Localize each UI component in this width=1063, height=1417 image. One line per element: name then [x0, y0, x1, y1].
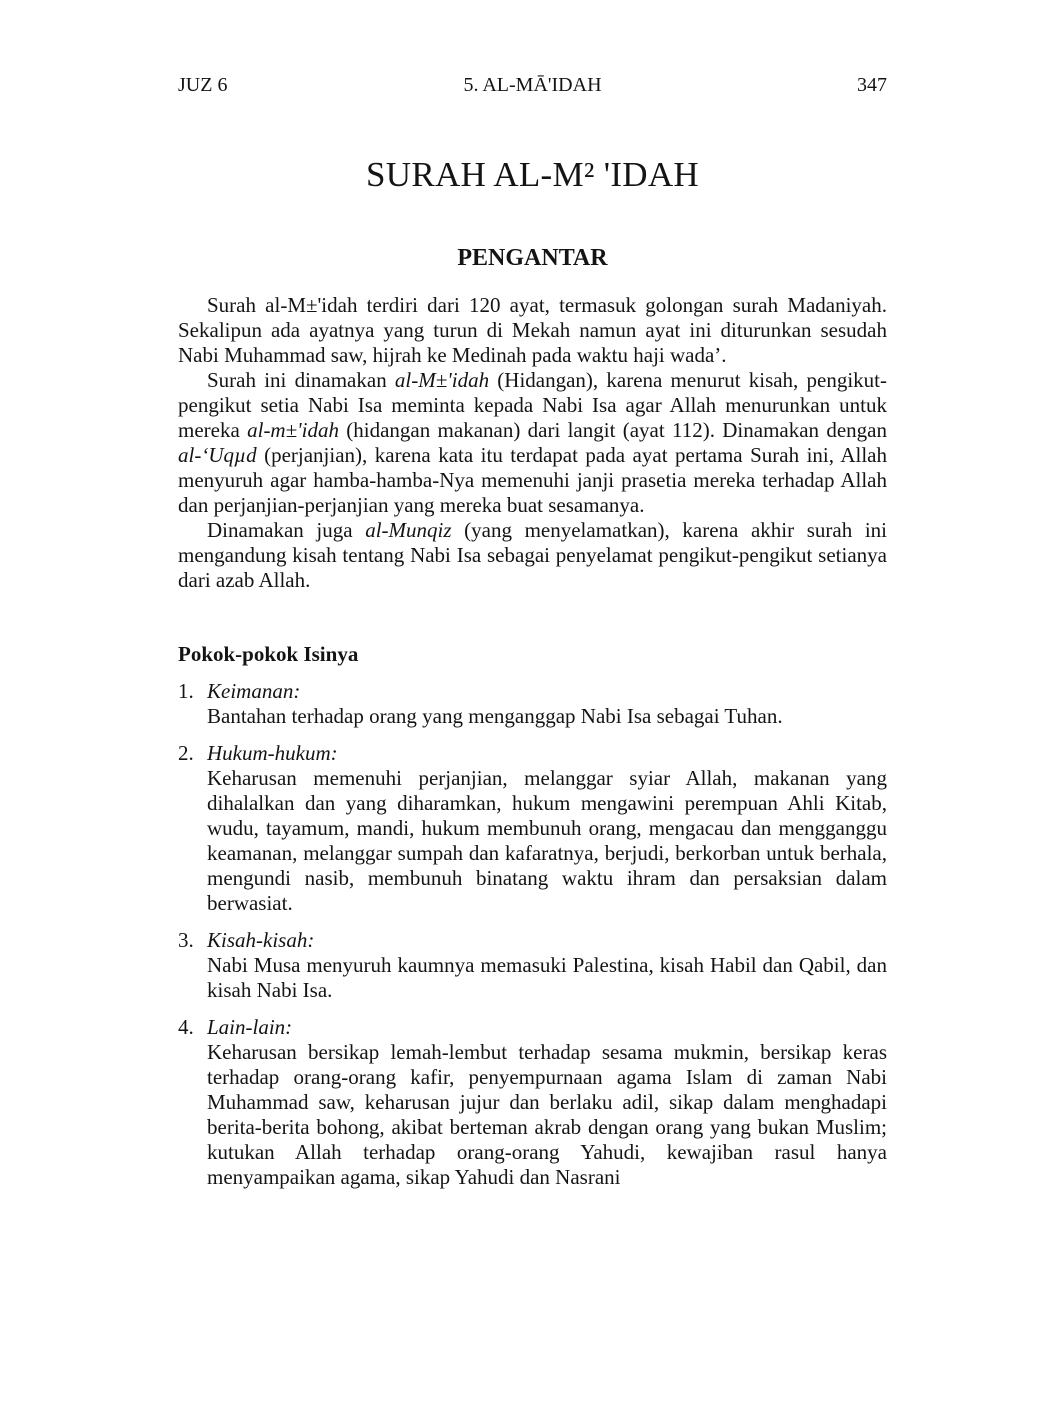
item-text: Keharusan bersikap lemah-lembut terhadap sesama mukmin, bersikap keras terhadap orang-orang kafir, penyempurnaan agama Islam di zaman Nabi Muhammad saw, keharusan jujur dan berlaku adil, sikap dalam menghadapi berita-berita bohong, akibat berteman akrab dengan orang yang bukan Muslim; kutukan Allah terhadap orang-orang Yahudi, kewajiban rasul hanya menyampaikan agama, sikap Yahudi dan Nasrani	[207, 1040, 887, 1189]
item-title: Keimanan:	[207, 679, 301, 703]
intro-paragraph-3	[178, 518, 887, 593]
item-title: Lain-lain:	[207, 1015, 293, 1039]
contents-list	[178, 679, 887, 1190]
intro-p1-text: Surah al-M±'idah terdiri dari 120 ayat, termasuk golongan surah Madaniyah. Sekalipun ada ayatnya yang turun di Mekah namun ayat ini diturunkan sesudah Nabi Muhammad saw, hijrah ke Medinah pada waktu haji wada’.	[178, 293, 887, 367]
intro-p3-text-c: (yang menyelamatkan), karena akhir surah ini mengandung kisah tentang Nabi Isa sebagai penyelamat pengikut-pengikut setianya dari azab Allah.	[178, 518, 888, 592]
intro-p2-text-c: (Hidangan), karena menurut kisah, pengikut-pengikut setia Nabi Isa meminta kepada Nabi Isa agar Allah menurunkan untuk mereka	[178, 368, 887, 442]
item-text: Keharusan memenuhi perjanjian, melanggar syiar Allah, makanan yang dihalalkan dan yang diharamkan, hukum mengawini perempuan Ahli Kitab, wudu, tayamum, mandi, hukum membunuh orang, mengacau dan mengganggu keamanan, melanggar sumpah dan kafaratnya, berjudi, berkorban untuk berhala, mengundi nasib, membunuh binatang waktu ihram dan persaksian dalam berwasiat.	[207, 766, 887, 915]
item-number: 4.	[178, 1015, 194, 1039]
intro-heading: PENGANTAR	[457, 245, 608, 271]
intro-p2-term-uqud: al-‘Uqµd	[178, 443, 257, 467]
intro-p2-term-almaidah: al-M±'idah	[394, 368, 490, 392]
item-number: 1.	[178, 679, 194, 703]
list-item	[178, 679, 887, 729]
chapter-label: 5. AL-MĀ'IDAH	[463, 74, 602, 96]
page-number: 347	[857, 74, 887, 96]
list-item	[178, 1015, 887, 1190]
intro-section	[178, 293, 887, 593]
intro-p3-text-a: Dinamakan juga	[207, 518, 366, 542]
item-number: 2.	[178, 741, 194, 765]
intro-p2-text-a: Surah ini dinamakan	[207, 368, 395, 392]
intro-p2-text-e: (hidangan makanan) dari langit (ayat 112). Dinamakan dengan	[338, 418, 888, 442]
contents-heading: Pokok-pokok Isinya	[178, 642, 359, 666]
document-page	[178, 70, 887, 1202]
intro-p2-text-g: (perjanjian), karena kata itu terdapat pada ayat pertama Surah ini, Allah menyuruh agar hamba-hamba-Nya memenuhi janji prasetia mereka terhadap Allah dan perjanjian-perjanjian yang mereka buat sesamanya.	[178, 443, 887, 517]
intro-p2-term-hidangan: al-m±'idah	[247, 418, 339, 442]
item-title: Hukum-hukum:	[207, 741, 338, 765]
item-number: 3.	[178, 928, 194, 952]
intro-p3-term-munqiz: al-Munqiz	[365, 518, 452, 542]
running-header	[178, 70, 887, 100]
juz-label: JUZ 6	[178, 74, 228, 96]
item-title: Kisah-kisah:	[207, 928, 315, 952]
surah-title: SURAH AL-M² 'IDAH	[365, 155, 700, 194]
item-text: Nabi Musa menyuruh kaumnya memasuki Palestina, kisah Habil dan Qabil, dan kisah Nabi Isa.	[207, 953, 887, 1002]
list-item	[178, 928, 887, 1003]
item-text: Bantahan terhadap orang yang menganggap Nabi Isa sebagai Tuhan.	[207, 704, 783, 728]
intro-paragraph-1	[178, 293, 887, 368]
intro-paragraph-2	[178, 368, 887, 518]
list-item	[178, 741, 887, 916]
